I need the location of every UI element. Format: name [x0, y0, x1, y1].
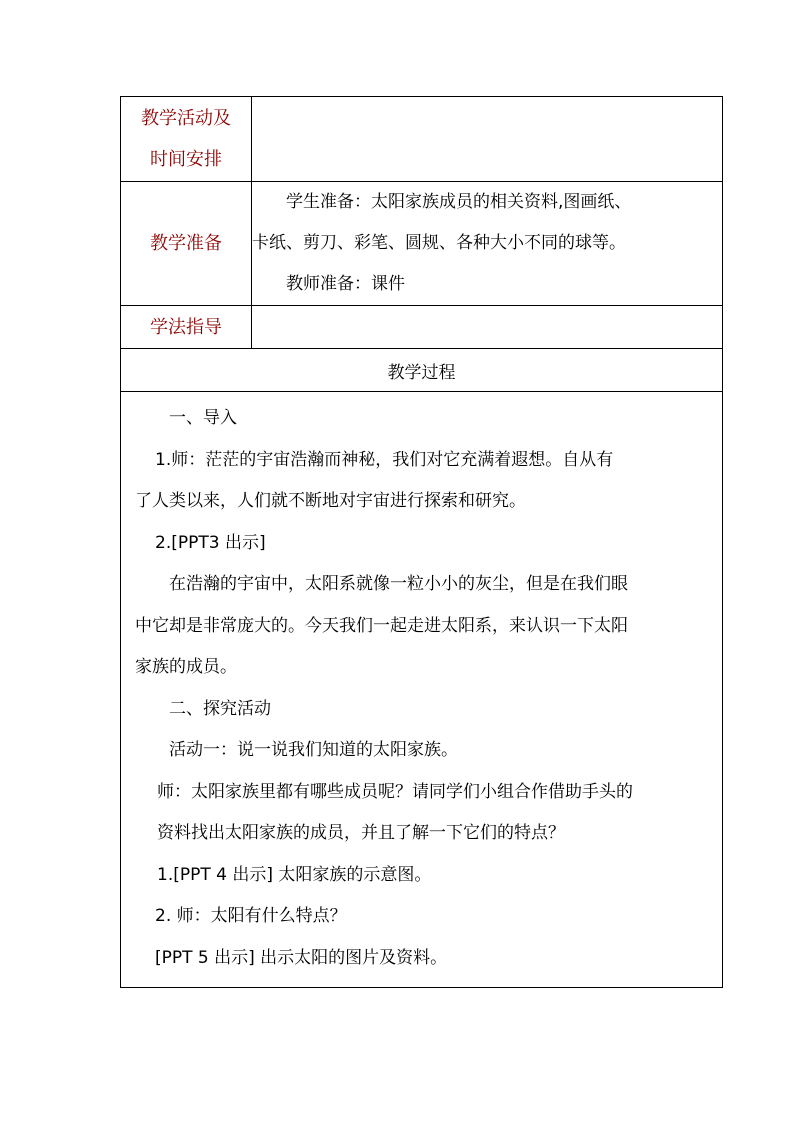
preparation-content — [252, 182, 723, 306]
lesson-plan-table — [120, 96, 723, 988]
process-line: 2.[PPT3 出示] — [155, 532, 266, 553]
section-heading-explore: 二、探究活动 — [169, 698, 271, 719]
activity-value — [252, 97, 723, 182]
process-line: 了人类以来，人们就不断地对宇宙进行探索和研究。 — [135, 491, 526, 511]
process-line: 1.师：茫茫的宇宙浩瀚而神秘，我们对它充满着遐想。自从有 — [155, 449, 614, 470]
preparation-label: 教学准备 — [121, 182, 252, 306]
process-line: 师：太阳家族里都有哪些成员呢？请同学们小组合作借助手头的 — [157, 781, 633, 802]
process-line: 2. 师：太阳有什么特点？ — [155, 906, 347, 926]
process-line: [PPT 5 出示] 出示太阳的图片及资料。 — [155, 947, 448, 968]
preparation-row — [121, 182, 723, 306]
activity-label-line1: 教学活动及 — [141, 108, 231, 129]
process-heading: 教学过程 — [121, 349, 723, 392]
process-line: 在浩瀚的宇宙中，太阳系就像一粒小小的灰尘，但是在我们眼 — [169, 574, 628, 594]
student-prep-line2: 卡纸、剪刀、彩笔、圆规、各种大小不同的球等。 — [252, 233, 626, 253]
process-body-row — [121, 392, 723, 988]
lesson-plan-sheet — [120, 96, 723, 988]
activity-label-line2: 时间安排 — [150, 149, 222, 170]
process-heading-row — [121, 349, 723, 392]
process-line: 中它却是非常庞大的。今天我们一起走进太阳系，来认识一下太阳 — [135, 615, 628, 636]
process-line: 1.[PPT 4 出示] 太阳家族的示意图。 — [157, 864, 432, 885]
activity-row — [121, 97, 723, 182]
activity-label — [121, 97, 252, 182]
section-heading-intro: 一、导入 — [169, 408, 237, 428]
process-line: 活动一：说一说我们知道的太阳家族。 — [169, 740, 458, 760]
method-value — [252, 306, 723, 349]
process-line: 资料找出太阳家族的成员，并且了解一下它们的特点？ — [157, 823, 565, 843]
teacher-prep: 教师准备：课件 — [286, 274, 405, 294]
process-line: 家族的成员。 — [135, 657, 237, 677]
method-label: 学法指导 — [121, 306, 252, 349]
method-row — [121, 306, 723, 349]
process-body — [121, 392, 723, 988]
student-prep-line1: 学生准备：太阳家族成员的相关资料,图画纸、 — [286, 192, 632, 212]
